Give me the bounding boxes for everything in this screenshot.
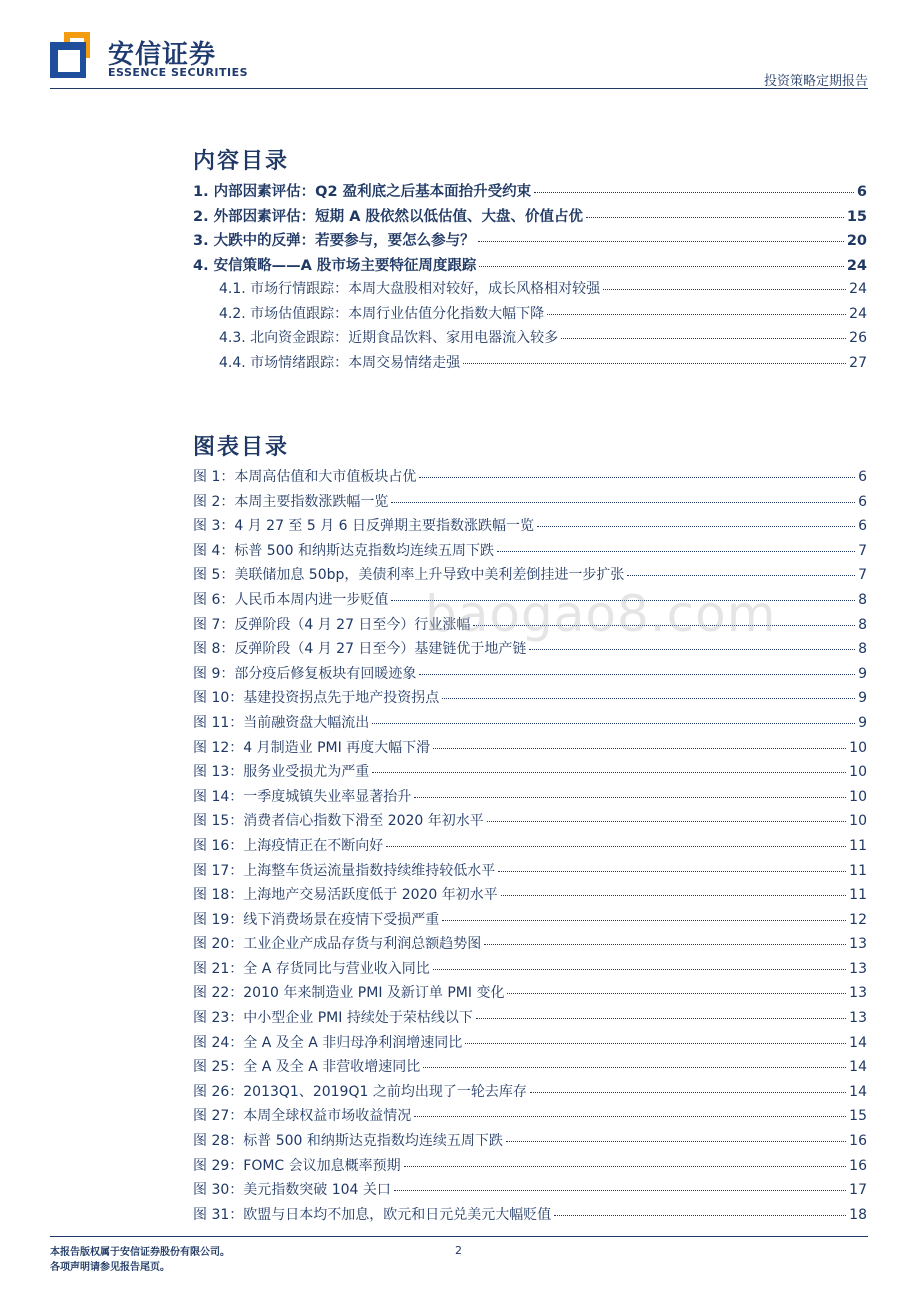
figure-entry-page: 6 xyxy=(858,518,867,535)
figure-entry-label: 图 19：线下消费场景在疫情下受损严重 xyxy=(193,911,440,928)
figure-entry-page: 10 xyxy=(849,764,867,781)
dot-leader xyxy=(433,969,846,970)
toc-entry-label: 4.3. 北向资金跟踪：近期食品饮料、家用电器流入较多 xyxy=(219,330,559,346)
figure-entry-label: 图 9：部分疫后修复板块有回暖迹象 xyxy=(193,665,417,682)
brand-name-en: ESSENCE SECURITIES xyxy=(108,66,249,79)
figure-entry-page: 16 xyxy=(849,1133,867,1150)
toc-entry[interactable] xyxy=(193,327,867,352)
figure-entry[interactable] xyxy=(193,860,867,885)
figure-entry[interactable] xyxy=(193,982,867,1007)
figure-entry-page: 6 xyxy=(858,493,867,510)
figure-entry-label: 图 23：中小型企业 PMI 持续处于荣枯线以下 xyxy=(193,1010,473,1027)
figure-entry-label: 图 21：全 A 存货同比与营业收入同比 xyxy=(193,960,430,977)
figure-entry-label: 图 6：人民币本周内进一步贬值 xyxy=(193,591,389,608)
dot-leader xyxy=(603,289,846,290)
figure-entry-page: 10 xyxy=(849,788,867,805)
contents-title: 内容目录 xyxy=(193,149,290,174)
toc-entry-label: 4. 安信策略——A 股市场主要特征周度跟踪 xyxy=(193,257,477,274)
dot-leader xyxy=(423,1067,846,1068)
figure-entry[interactable] xyxy=(193,712,867,737)
dot-leader xyxy=(442,920,846,921)
figure-entry[interactable] xyxy=(193,835,867,860)
figure-entry-label: 图 3：4 月 27 至 5 月 6 日反弹期主要指数涨跌幅一览 xyxy=(193,518,535,535)
dot-leader xyxy=(419,477,855,478)
toc-entry[interactable] xyxy=(193,229,867,254)
dot-leader xyxy=(478,241,844,242)
dot-leader xyxy=(498,871,846,872)
figure-entry-page: 6 xyxy=(858,469,867,485)
figure-entry-label: 图 28：标普 500 和纳斯达克指数均连续五周下跌 xyxy=(193,1133,503,1150)
toc-entry-page: 15 xyxy=(846,208,867,225)
toc-entry-page: 24 xyxy=(846,257,867,274)
figures-title: 图表目录 xyxy=(193,435,290,460)
figure-entry[interactable] xyxy=(193,933,867,958)
toc-entry-label: 4.2. 市场估值跟踪：本周行业估值分化指数大幅下降 xyxy=(219,305,545,322)
dot-leader xyxy=(386,846,846,847)
figure-entry[interactable] xyxy=(193,663,867,688)
figure-entry-page: 17 xyxy=(849,1182,867,1199)
figure-entry-page: 13 xyxy=(849,936,867,953)
figure-entry-label: 图 1：本周高估值和大市值板块占优 xyxy=(193,469,417,485)
figure-entry-label: 图 14：一季度城镇失业率显著抬升 xyxy=(193,788,412,805)
figure-entry-label: 图 16：上海疫情正在不断向好 xyxy=(193,837,384,854)
toc-entry-label: 2. 外部因素评估：短期 A 股依然以低估值、大盘、价值占优 xyxy=(193,208,583,225)
figure-entry-label: 图 22：2010 年来制造业 PMI 及新订单 PMI 变化 xyxy=(193,985,505,1002)
toc-entry[interactable] xyxy=(193,180,867,205)
figure-entry[interactable] xyxy=(193,958,867,983)
footer-disclaimer: 各项声明请参见报告尾页。 xyxy=(50,1262,170,1273)
figure-entry-label: 图 27：本周全球权益市场收益情况 xyxy=(193,1108,412,1125)
figure-entry-page: 18 xyxy=(849,1206,867,1223)
toc-entry-page: 6 xyxy=(856,184,867,200)
dot-leader xyxy=(561,338,846,339)
brand-name-cn: 安信证券 xyxy=(108,40,217,70)
company-logo xyxy=(50,32,96,78)
figure-entry-page: 8 xyxy=(858,591,867,608)
dot-leader xyxy=(465,1043,846,1044)
toc-entry-label: 4.1. 市场行情跟踪：本周大盘股相对较好，成长风格相对较强 xyxy=(219,281,601,297)
figure-entry-label: 图 13：服务业受损尤为严重 xyxy=(193,764,370,781)
figure-entry[interactable] xyxy=(193,1056,867,1081)
figure-entry-page: 9 xyxy=(858,690,867,707)
figure-entry-label: 图 30：美元指数突破 104 关口 xyxy=(193,1182,391,1199)
dot-leader xyxy=(394,1190,846,1191)
dot-leader xyxy=(547,314,846,315)
figure-entry[interactable] xyxy=(193,466,867,491)
figure-entry-page: 14 xyxy=(849,1034,867,1051)
figure-entry-label: 图 20：工业企业产成品存货与利润总额趋势图 xyxy=(193,936,482,953)
figure-entry-label: 图 8：反弹阶段（4 月 27 日至今）基建链优于地产链 xyxy=(193,641,527,658)
figure-entry[interactable] xyxy=(193,1130,867,1155)
toc-entry[interactable] xyxy=(193,303,867,328)
figure-entry-page: 13 xyxy=(849,1010,867,1027)
footer-divider xyxy=(50,1236,868,1237)
toc-entry[interactable] xyxy=(193,278,867,303)
dot-leader xyxy=(476,1018,846,1019)
dot-leader xyxy=(497,551,855,552)
figure-entry[interactable] xyxy=(193,1007,867,1032)
figure-entry-label: 图 17：上海整车货运流量指数持续维持较低水平 xyxy=(193,862,496,879)
figure-entry-page: 11 xyxy=(849,862,867,879)
figure-entry-label: 图 15：消费者信心指数下滑至 2020 年初水平 xyxy=(193,813,484,830)
figure-entry-page: 8 xyxy=(858,616,867,633)
dot-leader xyxy=(529,649,855,650)
figure-entry-label: 图 26：2013Q1、2019Q1 之前均出现了一轮去库存 xyxy=(193,1083,527,1100)
figure-entry-label: 图 29：FOMC 会议加息概率预期 xyxy=(193,1157,401,1174)
figure-entry-page: 8 xyxy=(858,641,867,658)
figure-entry-label: 图 24：全 A 及全 A 非归母净利润增速同比 xyxy=(193,1034,463,1051)
toc-entry-page: 24 xyxy=(849,305,867,322)
figure-entry-label: 图 7：反弹阶段（4 月 27 日至今）行业涨幅 xyxy=(193,616,471,633)
figure-entry[interactable] xyxy=(193,761,867,786)
toc-entry-page: 27 xyxy=(849,354,867,371)
figure-entry[interactable] xyxy=(193,737,867,762)
dot-leader xyxy=(414,1116,846,1117)
dot-leader xyxy=(627,575,855,576)
figure-entry[interactable] xyxy=(193,884,867,909)
figure-entry-page: 13 xyxy=(849,985,867,1002)
page-number: 2 xyxy=(455,1244,462,1257)
figure-entry-page: 10 xyxy=(849,739,867,756)
figure-entry[interactable] xyxy=(193,1155,867,1180)
footer-copyright: 本报告版权属于安信证券股份有限公司。 xyxy=(50,1247,230,1258)
figure-entry[interactable] xyxy=(193,515,867,540)
toc-entry-label: 3. 大跌中的反弹：若要参与，要怎么参与？ xyxy=(193,233,475,249)
dot-leader xyxy=(537,526,855,527)
toc-entry-label: 4.4. 市场情绪跟踪：本周交易情绪走强 xyxy=(219,354,461,371)
figure-entry[interactable] xyxy=(193,1081,867,1106)
dot-leader xyxy=(414,797,846,798)
figure-entry-page: 7 xyxy=(858,542,867,559)
dot-leader xyxy=(442,698,855,699)
figure-entry-page: 11 xyxy=(849,837,867,854)
figure-entry-page: 9 xyxy=(858,714,867,731)
figure-entry[interactable] xyxy=(193,909,867,934)
figure-entry-label: 图 11：当前融资盘大幅流出 xyxy=(193,714,370,731)
figure-entry[interactable] xyxy=(193,1204,867,1229)
dot-leader xyxy=(372,772,846,773)
figure-entry-page: 10 xyxy=(849,813,867,830)
figure-entry[interactable] xyxy=(193,786,867,811)
figure-entry-label: 图 18：上海地产交易活跃度低于 2020 年初水平 xyxy=(193,887,498,904)
dot-leader xyxy=(534,192,854,193)
dot-leader xyxy=(487,821,846,822)
dot-leader xyxy=(554,1215,846,1216)
contents-list xyxy=(193,180,867,376)
toc-entry[interactable] xyxy=(193,205,867,230)
figure-entry-page: 9 xyxy=(858,665,867,682)
header-divider xyxy=(50,88,868,89)
figure-entry[interactable] xyxy=(193,1179,867,1204)
dot-leader xyxy=(433,748,846,749)
figure-entry-label: 图 4：标普 500 和纳斯达克指数均连续五周下跌 xyxy=(193,542,494,559)
dot-leader xyxy=(506,1141,846,1142)
figure-entry-page: 14 xyxy=(849,1059,867,1076)
figure-entry-page: 14 xyxy=(849,1083,867,1100)
figure-entry-page: 11 xyxy=(849,887,867,904)
report-type: 投资策略定期报告 xyxy=(763,74,868,89)
dot-leader xyxy=(530,1092,846,1093)
figure-entry-label: 图 12：4 月制造业 PMI 再度大幅下滑 xyxy=(193,739,431,756)
dot-leader xyxy=(463,363,846,364)
watermark: baogao8.com xyxy=(425,585,777,643)
toc-entry-page: 26 xyxy=(849,330,867,346)
dot-leader xyxy=(479,266,843,267)
figure-entry[interactable] xyxy=(193,810,867,835)
dot-leader xyxy=(586,217,844,218)
dot-leader xyxy=(391,502,855,503)
figure-entry-page: 7 xyxy=(858,567,867,584)
dot-leader xyxy=(507,993,846,994)
figure-entry[interactable] xyxy=(193,687,867,712)
figure-entry[interactable] xyxy=(193,1105,867,1130)
toc-entry-label: 1. 内部因素评估：Q2 盈利底之后基本面抬升受约束 xyxy=(193,184,532,200)
figures-list xyxy=(193,466,867,1228)
figure-entry-label: 图 25：全 A 及全 A 非营收增速同比 xyxy=(193,1059,421,1076)
dot-leader xyxy=(484,944,846,945)
figure-entry[interactable] xyxy=(193,1032,867,1057)
toc-entry[interactable] xyxy=(193,352,867,377)
figure-entry[interactable] xyxy=(193,491,867,516)
figure-entry-label: 图 5：美联储加息 50bp，美债利率上升导致中美利差倒挂进一步扩张 xyxy=(193,567,625,584)
toc-entry-page: 20 xyxy=(846,233,867,249)
figure-entry[interactable] xyxy=(193,540,867,565)
figure-entry-page: 15 xyxy=(849,1108,867,1125)
figure-entry-label: 图 2：本周主要指数涨跌幅一览 xyxy=(193,493,389,510)
figure-entry-page: 16 xyxy=(849,1157,867,1174)
figure-entry-label: 图 31：欧盟与日本均不加息，欧元和日元兑美元大幅贬值 xyxy=(193,1206,552,1223)
dot-leader xyxy=(404,1166,847,1167)
dot-leader xyxy=(372,723,855,724)
dot-leader xyxy=(501,895,846,896)
figure-entry-page: 12 xyxy=(849,911,867,928)
figure-entry-label: 图 10：基建投资拐点先于地产投资拐点 xyxy=(193,690,440,707)
dot-leader xyxy=(419,674,855,675)
figure-entry-page: 13 xyxy=(849,960,867,977)
toc-entry-page: 24 xyxy=(849,281,867,297)
toc-entry[interactable] xyxy=(193,254,867,279)
